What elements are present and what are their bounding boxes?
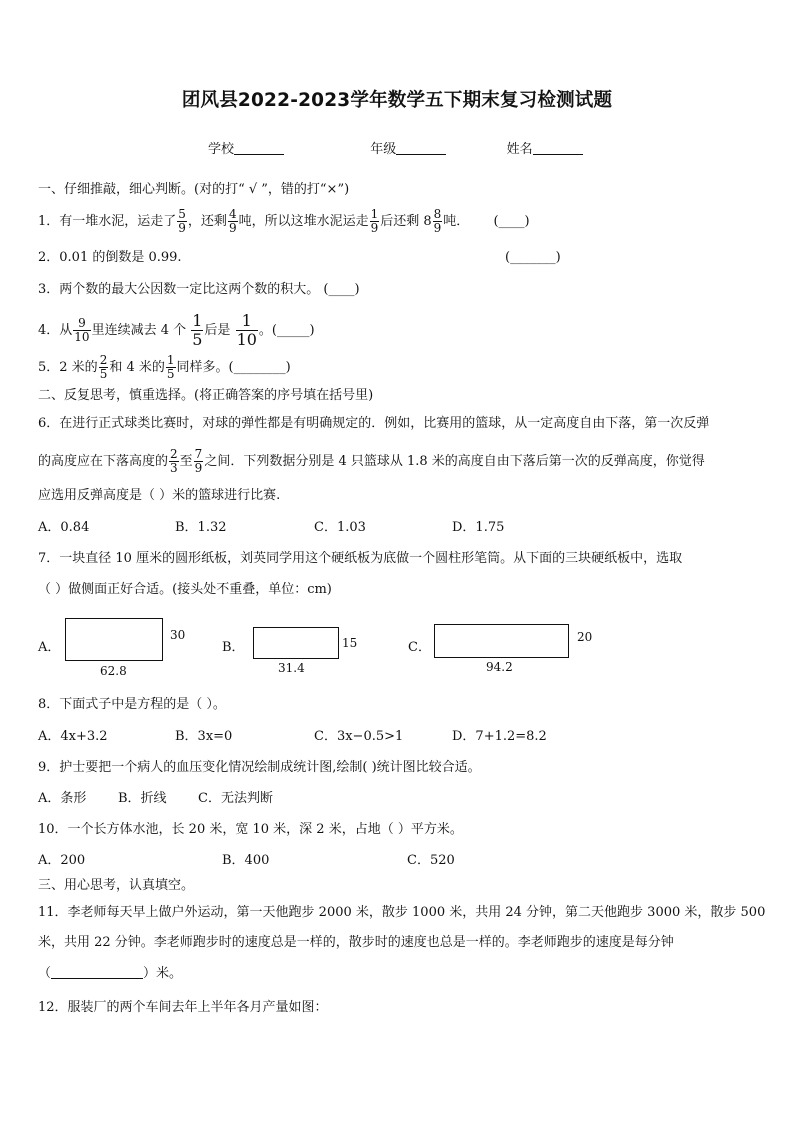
q5-f2-num: 1 (166, 353, 175, 367)
question-1 (38, 208, 530, 235)
q1-fraction-3 (370, 208, 380, 235)
question-11-line-3 (38, 964, 182, 984)
q4-f1-den: 10 (74, 330, 90, 344)
q1-f4-den: 9 (433, 221, 442, 235)
q11-answer-blank[interactable] (51, 964, 143, 979)
question-2: 2．0.01 的倒数是 0.99. (38, 250, 182, 265)
q4-f3-den: 10 (236, 330, 257, 349)
question-4 (38, 312, 315, 349)
q6-f1-den: 3 (170, 461, 178, 475)
section-3-heading: 三、用心思考，认真填空。 (38, 878, 195, 893)
q1-f4-num: 8 (433, 207, 442, 221)
q5-f2-den: 5 (166, 367, 175, 381)
q6-f1-num: 2 (170, 447, 178, 461)
q5-f1-den: 5 (99, 367, 108, 381)
q6-fraction-2 (194, 448, 204, 475)
q8-option-a[interactable]: A．4x+3.2 (38, 729, 108, 744)
q6-f2-den: 9 (194, 461, 203, 475)
q6-f2-num: 7 (194, 447, 203, 461)
q11-paren-close: ）米。 (143, 966, 183, 981)
q5-f1-num: 2 (99, 353, 108, 367)
q4-text-d[interactable]: 。(_____) (258, 323, 315, 338)
q10-option-c[interactable]: C．520 (407, 853, 455, 868)
section-2-heading: 二、反复思考，慎重选择。(将正确答案的序号填在括号里) (38, 388, 374, 403)
q1-f1-den: 9 (178, 221, 186, 235)
question-5 (38, 354, 291, 381)
q1-text-c: 吨，所以这堆水泥运走 (238, 214, 369, 229)
q4-fraction-2 (191, 312, 203, 349)
q9-option-a[interactable]: A．条形 (38, 791, 87, 806)
q7-option-c-label[interactable]: C． (408, 640, 431, 655)
question-6-line-1: 6．在进行正式球类比赛时，对球的弹性都是有明确规定的．例如，比赛用的篮球，从一定高度自由下落，第一次反弹 (38, 416, 710, 431)
question-7-line-2: （ ）做侧面正好合适。(接头处不重叠，单位：cm) (38, 582, 332, 597)
q11-paren-open: （ (38, 966, 52, 981)
q5-text-b: 和 4 米的 (109, 360, 165, 375)
q1-fraction-1 (177, 208, 187, 235)
q6-option-c[interactable]: C．1.03 (314, 520, 366, 535)
name-blank (533, 140, 583, 155)
q1-fraction-2 (228, 208, 238, 235)
q6-option-d[interactable]: D．1.75 (452, 520, 505, 535)
q8-option-d[interactable]: D．7+1.2=8.2 (452, 729, 547, 744)
q1-f3-num: 1 (370, 207, 379, 221)
q6-text-c: 之间．下列数据分别是 4 只篮球从 1.8 米的高度自由下落后第一次的反弹高度，你觉得 (204, 454, 705, 469)
q7-rect-c-width: 94.2 (486, 660, 513, 674)
question-11-line-1: 11．李老师每天早上做户外运动，第一天他跑步 2000 米，散步 1000 米，共用 24 分钟，第二天他跑步 3000 米，散步 500 (38, 905, 766, 920)
question-10: 10．一个长方体水池，长 20 米，宽 10 米，深 2 米，占地（ ）平方米。 (38, 822, 463, 837)
section-1-heading: 一、仔细推敲，细心判断。(对的打“ √ ”，错的打“×”) (38, 182, 350, 197)
q8-option-b[interactable]: B．3x=0 (175, 729, 233, 744)
q7-rect-a-height: 30 (170, 628, 186, 642)
q6-fraction-1 (169, 448, 179, 475)
q4-text-c: 后是 (204, 323, 235, 338)
q6-text-b: 至 (179, 454, 193, 469)
q1-text-e: 吨． (443, 214, 470, 229)
q1-answer-paren[interactable]: (____) (493, 214, 530, 229)
question-9: 9．护士要把一个病人的血压变化情况绘制成统计图,绘制( )统计图比较合适。 (38, 760, 481, 775)
q7-rect-b-width: 31.4 (278, 661, 305, 675)
question-6-line-2 (38, 448, 705, 475)
q1-f3-den: 9 (370, 221, 379, 235)
school-blank (234, 140, 284, 155)
q4-fraction-3 (236, 312, 258, 349)
q1-text-b: ，还剩 (187, 214, 227, 229)
q1-text-d: 后还剩 8 (380, 214, 432, 229)
q5-fraction-1 (99, 354, 109, 381)
q4-f3-num: 1 (236, 312, 258, 331)
school-label: 学校 (208, 142, 235, 157)
q7-rect-b (253, 627, 339, 659)
q7-rect-c (434, 624, 569, 658)
q4-f1-num: 9 (73, 317, 90, 331)
q9-option-b[interactable]: B．折线 (118, 791, 167, 806)
q5-text-a: 5．2 米的 (38, 360, 98, 375)
question-8: 8．下面式子中是方程的是（ ）。 (38, 697, 226, 712)
q1-f2-num: 4 (228, 207, 237, 221)
question-6-line-3: 应选用反弹高度是（ ）米的篮球进行比赛. (38, 488, 281, 503)
question-3: 3．两个数的最大公因数一定比这两个数的积大。 (____) (38, 282, 360, 297)
q1-f1-num: 5 (178, 207, 186, 221)
question-7-line-1: 7．一块直径 10 厘米的圆形纸板，刘英同学用这个硬纸板为底做一个圆柱形笔筒。从下面的三块硬纸板中，选取 (38, 551, 683, 566)
grade-label: 年级 (370, 142, 397, 157)
q7-rect-b-height: 15 (342, 636, 358, 650)
q10-option-b[interactable]: B．400 (222, 853, 270, 868)
question-12: 12．服装厂的两个车间去年上半年各月产量如图： (38, 1000, 328, 1015)
q6-text-a: 的高度应在下落高度的 (38, 454, 169, 469)
q5-fraction-2 (166, 354, 176, 381)
question-11-line-2: 米，共用 22 分钟。李老师跑步时的速度总是一样的，散步时的速度也总是一样的。李老师跑步的速度是每分钟 (38, 935, 674, 950)
page-title: 团风县2022-2023学年数学五下期末复习检测试题 (181, 90, 613, 111)
q1-fraction-4 (433, 208, 443, 235)
q2-answer-paren[interactable]: (_______) (505, 250, 561, 265)
q10-option-a[interactable]: A．200 (38, 853, 86, 868)
grade-blank (396, 140, 446, 155)
q6-option-b[interactable]: B．1.32 (175, 520, 227, 535)
q6-option-a[interactable]: A．0.84 (38, 520, 90, 535)
q5-text-c[interactable]: 同样多。(________) (176, 360, 291, 375)
q7-rect-c-height: 20 (577, 630, 593, 644)
q7-rect-a-width: 62.8 (100, 664, 127, 678)
q4-text-a: 4．从 (38, 323, 73, 338)
q8-option-c[interactable]: C．3x−0.5>1 (314, 729, 404, 744)
name-label: 姓名 (506, 142, 533, 157)
q4-f2-num: 1 (192, 311, 203, 330)
q9-option-c[interactable]: C．无法判断 (198, 791, 273, 806)
q1-text-a: 1．有一堆水泥，运走了 (38, 214, 177, 229)
q4-f2-den: 5 (192, 330, 203, 349)
q7-option-a-label[interactable]: A． (38, 640, 61, 655)
q4-text-b: 里连续减去 4 个 (91, 323, 191, 338)
q4-fraction-1 (73, 317, 90, 344)
q1-f2-den: 9 (228, 221, 237, 235)
q7-rect-a (65, 618, 163, 661)
student-info-row (208, 140, 583, 160)
q7-option-b-label[interactable]: B． (222, 640, 245, 655)
